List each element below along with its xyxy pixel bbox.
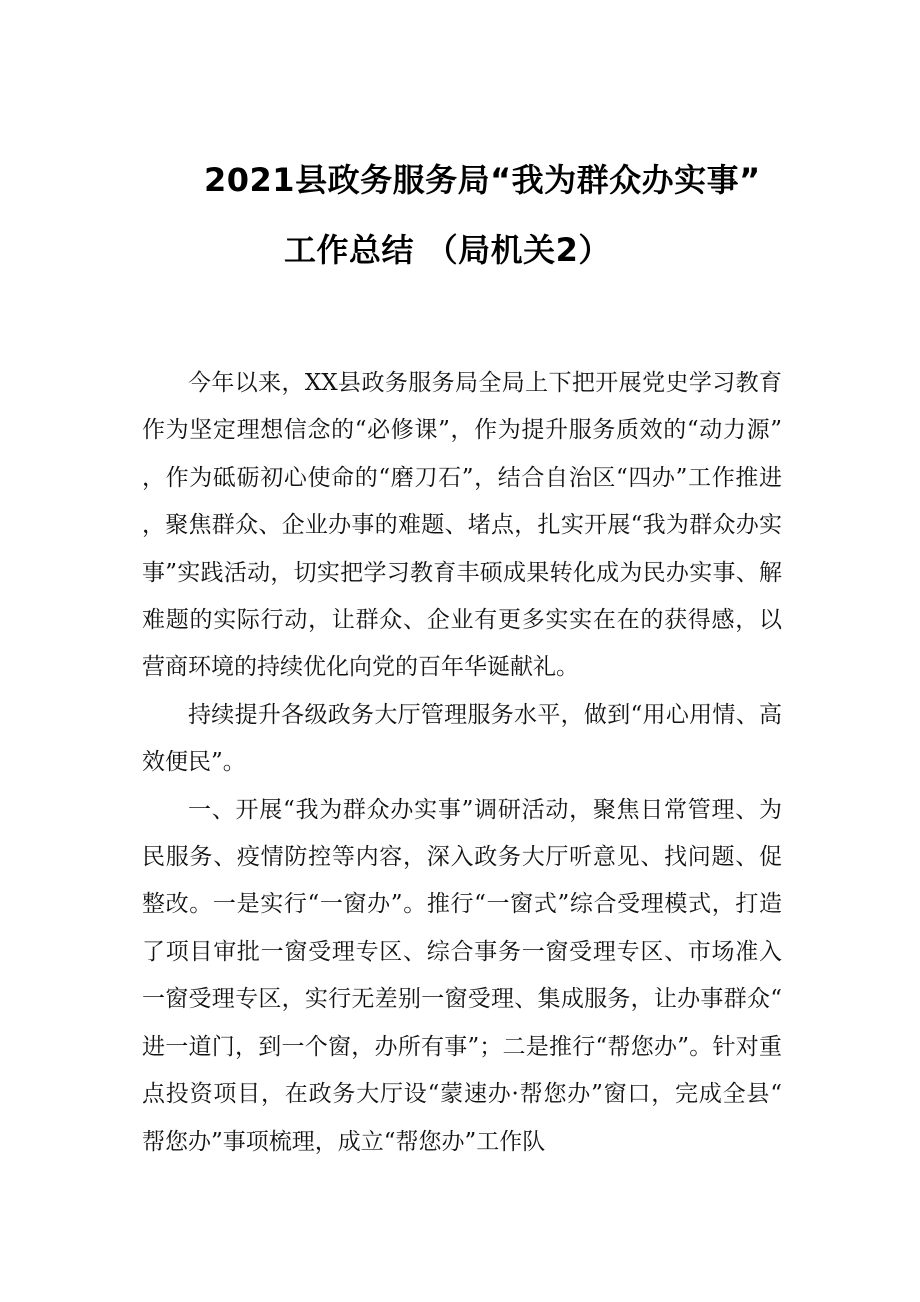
paragraph-goal: 持续提升各级政务大厅管理服务水平，做到“用心用情、高效便民”。 (142, 701, 782, 776)
document-title-line-1: 2021县政务服务局“我为群众办实事” (204, 161, 761, 199)
paragraph-intro: 今年以来，XX县政务服务局全局上下把开展党史学习教育作为坚定理想信念的“必修课”，作为提升服务质效的“动力源”，作为砥砺初心使命的“磨刀石”，结合自治区“四办”工作推进，聚焦群众、企业办事的难题、堵点，扎实开展“我为群众办实事”实践活动，切实把学习教育丰硕成果转化成为民办实事、解难题的实际行动，让群众、企业有更多实实在在的获得感，以营商环境的持续优化向党的百年华诞献礼。 (142, 370, 782, 681)
paragraph-section-one: 一、开展“我为群众办实事”调研活动，聚焦日常管理、为民服务、疫情防控等内容，深入政务大厅听意见、找问题、促整改。一是实行“一窗办”。推行“一窗式”综合受理模式，打造了项目审批一窗受理专区、综合事务一窗受理专区、市场准入一窗受理专区，实行无差别一窗受理、集成服务，让办事群众“进一道门，到一个窗，办所有事”；二是推行“帮您办”。针对重点投资项目，在政务大厅设“蒙速办·帮您办”窗口，完成全县“帮您办”事项梳理，成立“帮您办”工作队 (142, 796, 782, 1155)
document-title-line-2: 工作总结 （局机关2） (284, 231, 611, 269)
document-body (142, 360, 782, 1166)
